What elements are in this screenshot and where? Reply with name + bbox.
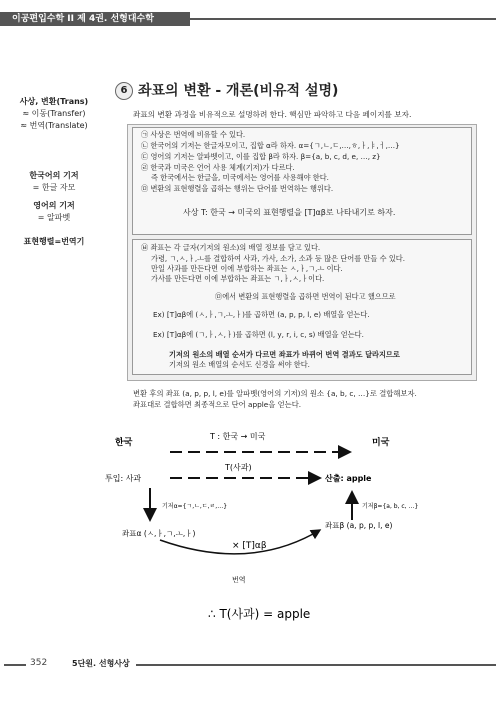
basis-beta-label: 기저β={a, b, c, …} — [362, 503, 419, 510]
page-footer — [0, 656, 500, 676]
sidebar-text: 영어의 기저 — [33, 201, 75, 210]
mid-map-label: T(사과) — [225, 463, 252, 472]
result-line: ∴ T(사과) = apple — [208, 607, 311, 621]
box-item: ㉥ 좌표는 각 글자(기저의 원소)의 배열 정보를 담고 있다. — [141, 243, 321, 252]
footer-rule-left — [4, 664, 26, 666]
box-item: ㉢ 영어의 기저는 알파벳이고, 이를 집합 β라 하자. β={a, b, c, d, e, …, z} — [141, 152, 381, 161]
example-2: Ex) [T]αβ에 (ㄱ,ㅏ,ㅅ,ㅏ)를 곱하면 (l, y, r, i, c, s) 배열을 얻는다. — [153, 330, 364, 339]
input-label: 투입: 사과 — [105, 474, 142, 483]
box-item: 가령, ㄱ,ㅅ,ㅏ,ㅗ를 결합하여 사과, 가사, 소가, 소과 등 많은 단어를 만들 수 있다. — [151, 254, 405, 263]
translate-label: 번역 — [232, 576, 246, 584]
box-item: 가사를 만든다면 이에 부합하는 좌표는 ㄱ,ㅏ,ㅅ,ㅏ이다. — [151, 274, 325, 283]
intro-text: 좌표의 변환 과정을 비유적으로 설명하려 한다. 핵심만 파악하고 다음 페이지를 보자. — [133, 110, 412, 119]
sidebar-text: = 한글 자모 — [32, 183, 76, 192]
sidebar-text: ≈ 번역(Translate) — [20, 121, 88, 130]
sidebar-text: 한국어의 기저 — [29, 171, 79, 180]
center-note: ㉤에서 변환의 표현행렬을 곱하면 번역이 된다고 했으므로 — [215, 292, 396, 301]
output-label: 산출: apple — [325, 474, 372, 483]
sidebar-text: 표현행렬=번역기 — [23, 237, 85, 246]
paragraph-line: 변환 후의 좌표 (a, p, p, l, e)를 알파벳(영어의 기저)의 원소 {a, b, c, …}로 결합해보자. — [133, 389, 417, 398]
paragraph-line: 좌표대로 결합하면 최종적으로 단어 apple을 얻는다. — [133, 400, 302, 409]
section-number: 6 — [115, 82, 133, 100]
box-item: ㉤ 변환의 표현행렬을 곱하는 행위는 단어를 번역하는 행위다. — [141, 184, 334, 193]
multiply-label: × [T]αβ — [232, 541, 267, 551]
basis-alpha-label: 기저α={ㄱ,ㄴ,ㄷ,ㄹ,…} — [162, 503, 228, 510]
usa-label: 미국 — [372, 438, 390, 448]
footer-rule-right — [136, 664, 496, 666]
box-item: ㉣ 한국과 미국은 언어 사용 체계(기저)가 다르다. — [141, 163, 295, 172]
top-map-label: T : 한국 → 미국 — [210, 432, 266, 441]
running-head: 이공편입수학 II 제 4권. 선형대수학 — [12, 14, 154, 24]
box-item: ㉡ 한국어의 기저는 한글자모이고, 집합 α라 하자. α={ㄱ,ㄴ,ㄷ,…,ㅎ,ㅏ,ㅑ,ㅓ,…} — [141, 141, 400, 150]
page-number: 352 — [30, 658, 48, 668]
coord-alpha-label: 좌표α (ㅅ,ㅏ,ㄱ,ㅗ,ㅏ) — [122, 529, 196, 538]
sidebar-text: 사상, 변환(Trans) — [19, 97, 89, 106]
closing-line: 기저의 원소의 배열 순서가 다르면 좌표가 바뀌어 번역 결과도 달라지므로 — [169, 350, 400, 359]
closing-line: 기저의 원소 배열의 순서도 신경을 써야 한다. — [169, 360, 310, 369]
section-title: 좌표의 변환 - 개론(비유적 설명) — [138, 83, 339, 99]
korea-label: 한국 — [115, 438, 133, 448]
coord-beta-label: 좌표β (a, p, p, l, e) — [325, 521, 393, 530]
sidebar-text: ≈ 이동(Transfer) — [22, 109, 86, 118]
sidebar-text: = 알파벳 — [37, 213, 71, 222]
box-item: 즉 한국에서는 한글을, 미국에서는 영어를 사용해야 한다. — [151, 173, 329, 182]
chapter-label: 5단원. 선형사상 — [72, 659, 130, 668]
example-1: Ex) [T]αβ에 (ㅅ,ㅏ,ㄱ,ㅗ,ㅏ)를 곱하면 (a, p, p, l, e) 배열을 얻는다. — [153, 310, 370, 319]
notation-line: 사상 T: 한국 → 미국의 표현행렬을 [T]αβ로 나타내기로 하자. — [183, 208, 396, 217]
box-item: 만일 사과를 만든다면 이에 부합하는 좌표는 ㅅ,ㅏ,ㄱ,ㅗ 이다. — [151, 264, 343, 273]
box-item: ㉠ 사상은 번역에 비유할 수 있다. — [141, 130, 246, 139]
